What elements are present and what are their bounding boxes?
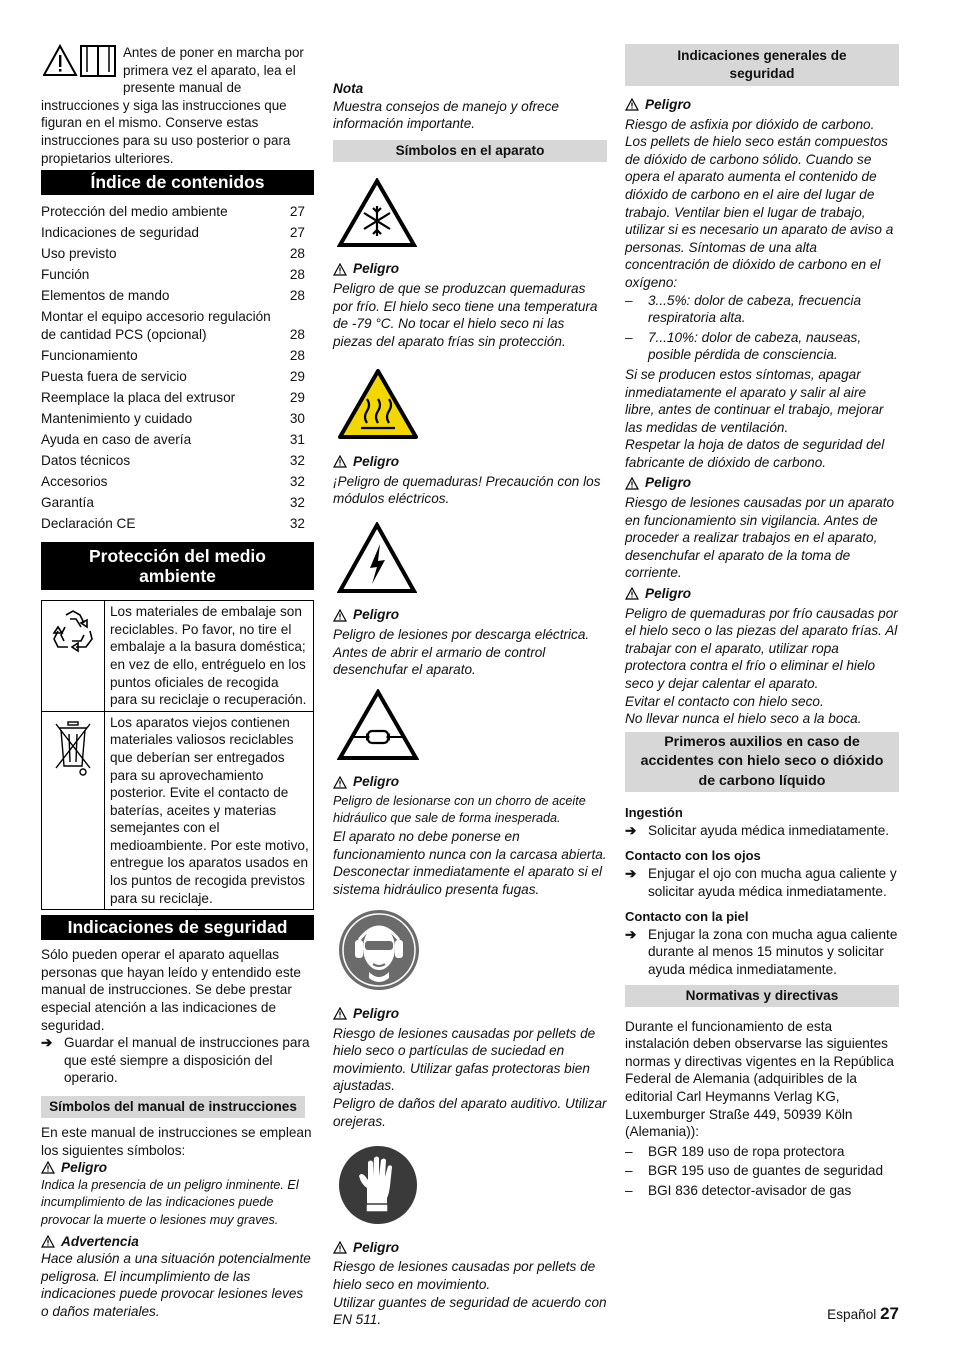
intro-text: Antes de poner en marcha por primera vez el aparato, lea el presente manual de instrucciones y siga las instrucciones que figuran en el mismo. Conserve estas instrucciones para su uso posterior o para propietarios ulteriores.	[41, 45, 304, 166]
ingestion-bullet: ➔ Solicitar ayuda médica inmediatamente.	[625, 822, 890, 838]
device-symbols-title: Símbolos en el aparato	[333, 140, 607, 162]
eyes-bullet: ➔ Enjugar el ojo con mucha agua caliente y solicitar ayuda médica inmediatamente.	[625, 866, 897, 899]
gloves-text-2: Utilizar guantes de seguridad de acuerdo con EN 511.	[333, 1294, 607, 1328]
safety-title: Indicaciones de seguridad	[41, 915, 314, 940]
arrow-right-icon: ➔	[625, 926, 637, 942]
advertencia-label: Advertencia	[41, 1233, 314, 1251]
gloves-symbol	[337, 1144, 607, 1231]
co2-text-c: Respetar la hoja de datos de seguridad del fabricante de dióxido de carbono.	[625, 437, 885, 470]
peligro-label: Peligro	[333, 773, 607, 791]
electric-shock-symbol	[337, 522, 607, 599]
hot-text: ¡Peligro de quemaduras! Precaución con los módulos eléctricos.	[333, 473, 601, 507]
column-2	[333, 42, 607, 1329]
toc-item[interactable]: Montar el equipo accesorio regulación de cantidad PCS (opcional) 28	[41, 308, 305, 342]
waste-bin-crossed-icon	[42, 711, 105, 910]
toc-item[interactable]: Protección del medio ambiente 27	[41, 203, 305, 219]
arrow-right-icon: ➔	[41, 1035, 53, 1051]
warning-triangle-icon	[333, 455, 347, 468]
manual-symbols-intro: En este manual de instrucciones se emplean los siguientes símbolos:	[41, 1125, 312, 1158]
norms-text: Durante el funcionamiento de esta instalación deben observarse las siguientes normas y directivas vigentes en la República Federal de Alemania (adquiribles de la editorial Carl Heymanns Verlag KG, Luxemburger Straße 449, 50939 Köln (Alemania)):	[625, 1018, 894, 1140]
manual-symbols-title: Símbolos del manual de instrucciones	[41, 1096, 305, 1118]
warning-manual-icon	[43, 44, 117, 83]
peligro-label: Peligro	[41, 1159, 314, 1177]
hot-surface-symbol	[337, 368, 607, 445]
arrow-right-icon: ➔	[625, 822, 637, 838]
frost-text-3: No llevar nunca el hielo seco a la boca.	[625, 711, 862, 727]
goggles-text-2: Peligro de daños del aparato auditivo. Utilizar orejeras.	[333, 1096, 607, 1129]
arrow-right-icon: ➔	[625, 866, 637, 882]
peligro-label: Peligro	[625, 474, 899, 492]
toc-item[interactable]: Mantenimiento y cuidado 30	[41, 410, 305, 426]
goggles-earmuffs-symbol	[337, 908, 607, 997]
gloves-text: Riesgo de lesiones causadas por pellets de hielo seco en movimiento.	[333, 1259, 596, 1292]
safety-text: Sólo pueden operar el aparato aquellas personas que hayan leído y entendido este manual de instrucciones. Se debe prestar especial atención a las indicaciones de seguridad.	[41, 947, 301, 1033]
peligro-label: Peligro	[625, 96, 899, 114]
norm-item: – BGR 195 uso de guantes de seguridad	[625, 1163, 884, 1179]
warning-triangle-icon	[41, 1235, 55, 1248]
env-table	[41, 600, 314, 910]
safety-bullet: ➔ Guardar el manual de instrucciones para que esté siempre a disposición del operario.	[41, 1035, 310, 1086]
ingestion-heading: Ingestión	[625, 805, 683, 821]
warning-triangle-icon	[625, 477, 639, 490]
warning-triangle-icon	[333, 609, 347, 622]
peligro-label: Peligro	[333, 606, 607, 624]
toc-item[interactable]: Puesta fuera de servicio 29	[41, 368, 305, 384]
goggles-text: Riesgo de lesiones causadas por pellets de hielo seco o partículas de suciedad en movimiento. Utilizar gafas protectoras bien ajustadas.	[333, 1025, 596, 1094]
electric-text: Peligro de lesiones por descarga eléctrica. Antes de abrir el armario de control desenchufar el aparato.	[333, 626, 590, 678]
toc-item[interactable]: Ayuda en caso de avería 31	[41, 431, 305, 447]
general-safety-title: Indicaciones generales de seguridad	[625, 44, 899, 86]
page-number: 27	[880, 1304, 899, 1323]
norm-item: – BGI 836 detector-avisador de gas	[625, 1182, 852, 1198]
skin-bullet: ➔ Enjugar la zona con mucha agua caliente durante al menos 15 minutos y solicitar ayuda médica inmediatamente.	[625, 926, 898, 978]
toc-item[interactable]: Uso previsto 28	[41, 245, 305, 261]
column-3	[625, 44, 899, 1200]
env-title: Protección del medio ambiente	[41, 542, 314, 590]
nota-label: Nota	[333, 81, 364, 96]
eyes-heading: Contacto con los ojos	[625, 848, 761, 864]
unattended-text: Riesgo de lesiones causadas por un aparato en funcionamiento sin vigilancia. Antes de proceder a realizar trabajos en el aparato, desenchufar el aparato de la toma de corriente.	[625, 495, 895, 581]
toc-item[interactable]: Garantía 32	[41, 494, 305, 510]
peligro-text: Indica la presencia de un peligro inminente. El incumplimiento de las indicaciones puede provocar la muerte o lesiones muy graves.	[41, 1177, 299, 1227]
co2-text: Riesgo de asfixia por dióxido de carbono. Los pellets de hielo seco están compuestos de dióxido de carbono sólido. Cuando se opera el aparato aumenta el contenido de dióxido de carbono en el aire del lugar de trabajo. Ventilar bien el lugar de trabajo, utilizar si es necesario un aparato de aviso a personas. Síntomas de una alta concentración de dióxido de carbono en el oxígeno:	[625, 116, 894, 290]
first-aid-title: Primeros auxilios en caso de accidentes con hielo seco o dióxido de carbono líquido	[625, 732, 899, 793]
warning-triangle-icon	[41, 1161, 55, 1174]
peligro-label: Peligro	[333, 453, 607, 471]
peligro-label: Peligro	[333, 1005, 607, 1023]
recycle-icon	[42, 601, 105, 712]
skin-heading: Contacto con la piel	[625, 909, 749, 925]
toc-item[interactable]: Datos técnicos 32	[41, 452, 305, 468]
toc-item[interactable]: Indicaciones de seguridad 27	[41, 224, 305, 240]
co2-symptom-2: – 7...10%: dolor de cabeza, nauseas, posible pérdida de consciencia.	[625, 329, 862, 363]
toc-item[interactable]: Función 28	[41, 266, 305, 282]
toc-item[interactable]: Declaración CE 32	[41, 515, 305, 531]
norm-item: – BGR 189 uso de ropa protectora	[625, 1143, 845, 1159]
column-1	[41, 44, 314, 1321]
env-packaging-text: Los materiales de embalaje son reciclables. Po favor, no tire el embalaje a la basura doméstica; en vez de ello, entréguelo en los puntos oficiales de recogida para su reciclaje o recuperación.	[105, 601, 314, 712]
toc-item[interactable]: Accesorios 32	[41, 473, 305, 489]
co2-symptom-1: – 3...5%: dolor de cabeza, frecuencia respiratoria alta.	[625, 292, 862, 326]
hydraulic-pressure-symbol	[337, 689, 607, 766]
norms-title: Normativas y directivas	[625, 985, 899, 1007]
hydraulic-text: Peligro de lesionarse con un chorro de aceite hidráulico que sale de forma inesperada.	[333, 793, 586, 826]
toc-item[interactable]: Funcionamiento 28	[41, 347, 305, 363]
peligro-label: Peligro	[333, 260, 607, 278]
toc-item[interactable]: Reemplace la placa del extrusor 29	[41, 389, 305, 405]
peligro-label: Peligro	[625, 585, 899, 603]
intro-block	[41, 44, 314, 167]
warning-triangle-icon	[333, 776, 347, 789]
nota-text: Muestra consejos de manejo y ofrece información importante.	[333, 98, 559, 132]
warning-triangle-icon	[333, 1007, 347, 1020]
warning-triangle-icon	[625, 98, 639, 111]
toc-title: Índice de contenidos	[41, 170, 314, 195]
frost-text-2: Evitar el contacto con hielo seco.	[625, 693, 824, 709]
warning-triangle-icon	[625, 587, 639, 600]
toc-list	[41, 199, 314, 532]
page-footer	[827, 1305, 899, 1324]
advertencia-text: Hace alusión a una situación potencialmente peligrosa. El incumplimiento de las indicaciones puede provocar lesiones leves o daños materiales.	[41, 1251, 311, 1319]
toc-item[interactable]: Elementos de mando 28	[41, 287, 305, 303]
peligro-label: Peligro	[333, 1239, 607, 1257]
warning-triangle-icon	[333, 263, 347, 276]
cold-text: Peligro de que se produzcan quemaduras por frío. El hielo seco tiene una temperatura de -79 °C. No tocar el hielo seco ni las piezas del aparato frías sin protección.	[333, 280, 598, 349]
hydraulic-text-2: El aparato no debe ponerse en funcionamiento nunca con la carcasa abierta. Desconectar inmediatamente el aparato si el sistema hidráulico presenta fugas.	[333, 829, 607, 897]
frost-text: Peligro de quemaduras por frío causadas por el hielo seco o las piezas del aparato frías. Al trabajar con el aparato, utilizar ropa protectora contra el frío o eliminar el hielo seco y dejar calentar el aparato.	[625, 605, 898, 691]
cold-warning-symbol	[337, 178, 607, 253]
co2-text-b: Si se producen estos síntomas, apagar inmediatamente el aparato y salir al aire libre, antes de continuar el trabajo, mejorar las medidas de ventilación.	[625, 366, 884, 435]
warning-triangle-icon	[333, 1241, 347, 1254]
footer-language: Español	[827, 1307, 877, 1322]
env-old-devices-text: Los aparatos viejos contienen materiales valiosos reciclables que deberían ser entregados para su aprovechamiento posterior. Evite el contacto de baterías, aceites y materias semejantes con el medioambiente. Por este motivo, entregue los aparatos usados en los puntos de recogida previstos para su reciclaje.	[105, 711, 314, 910]
